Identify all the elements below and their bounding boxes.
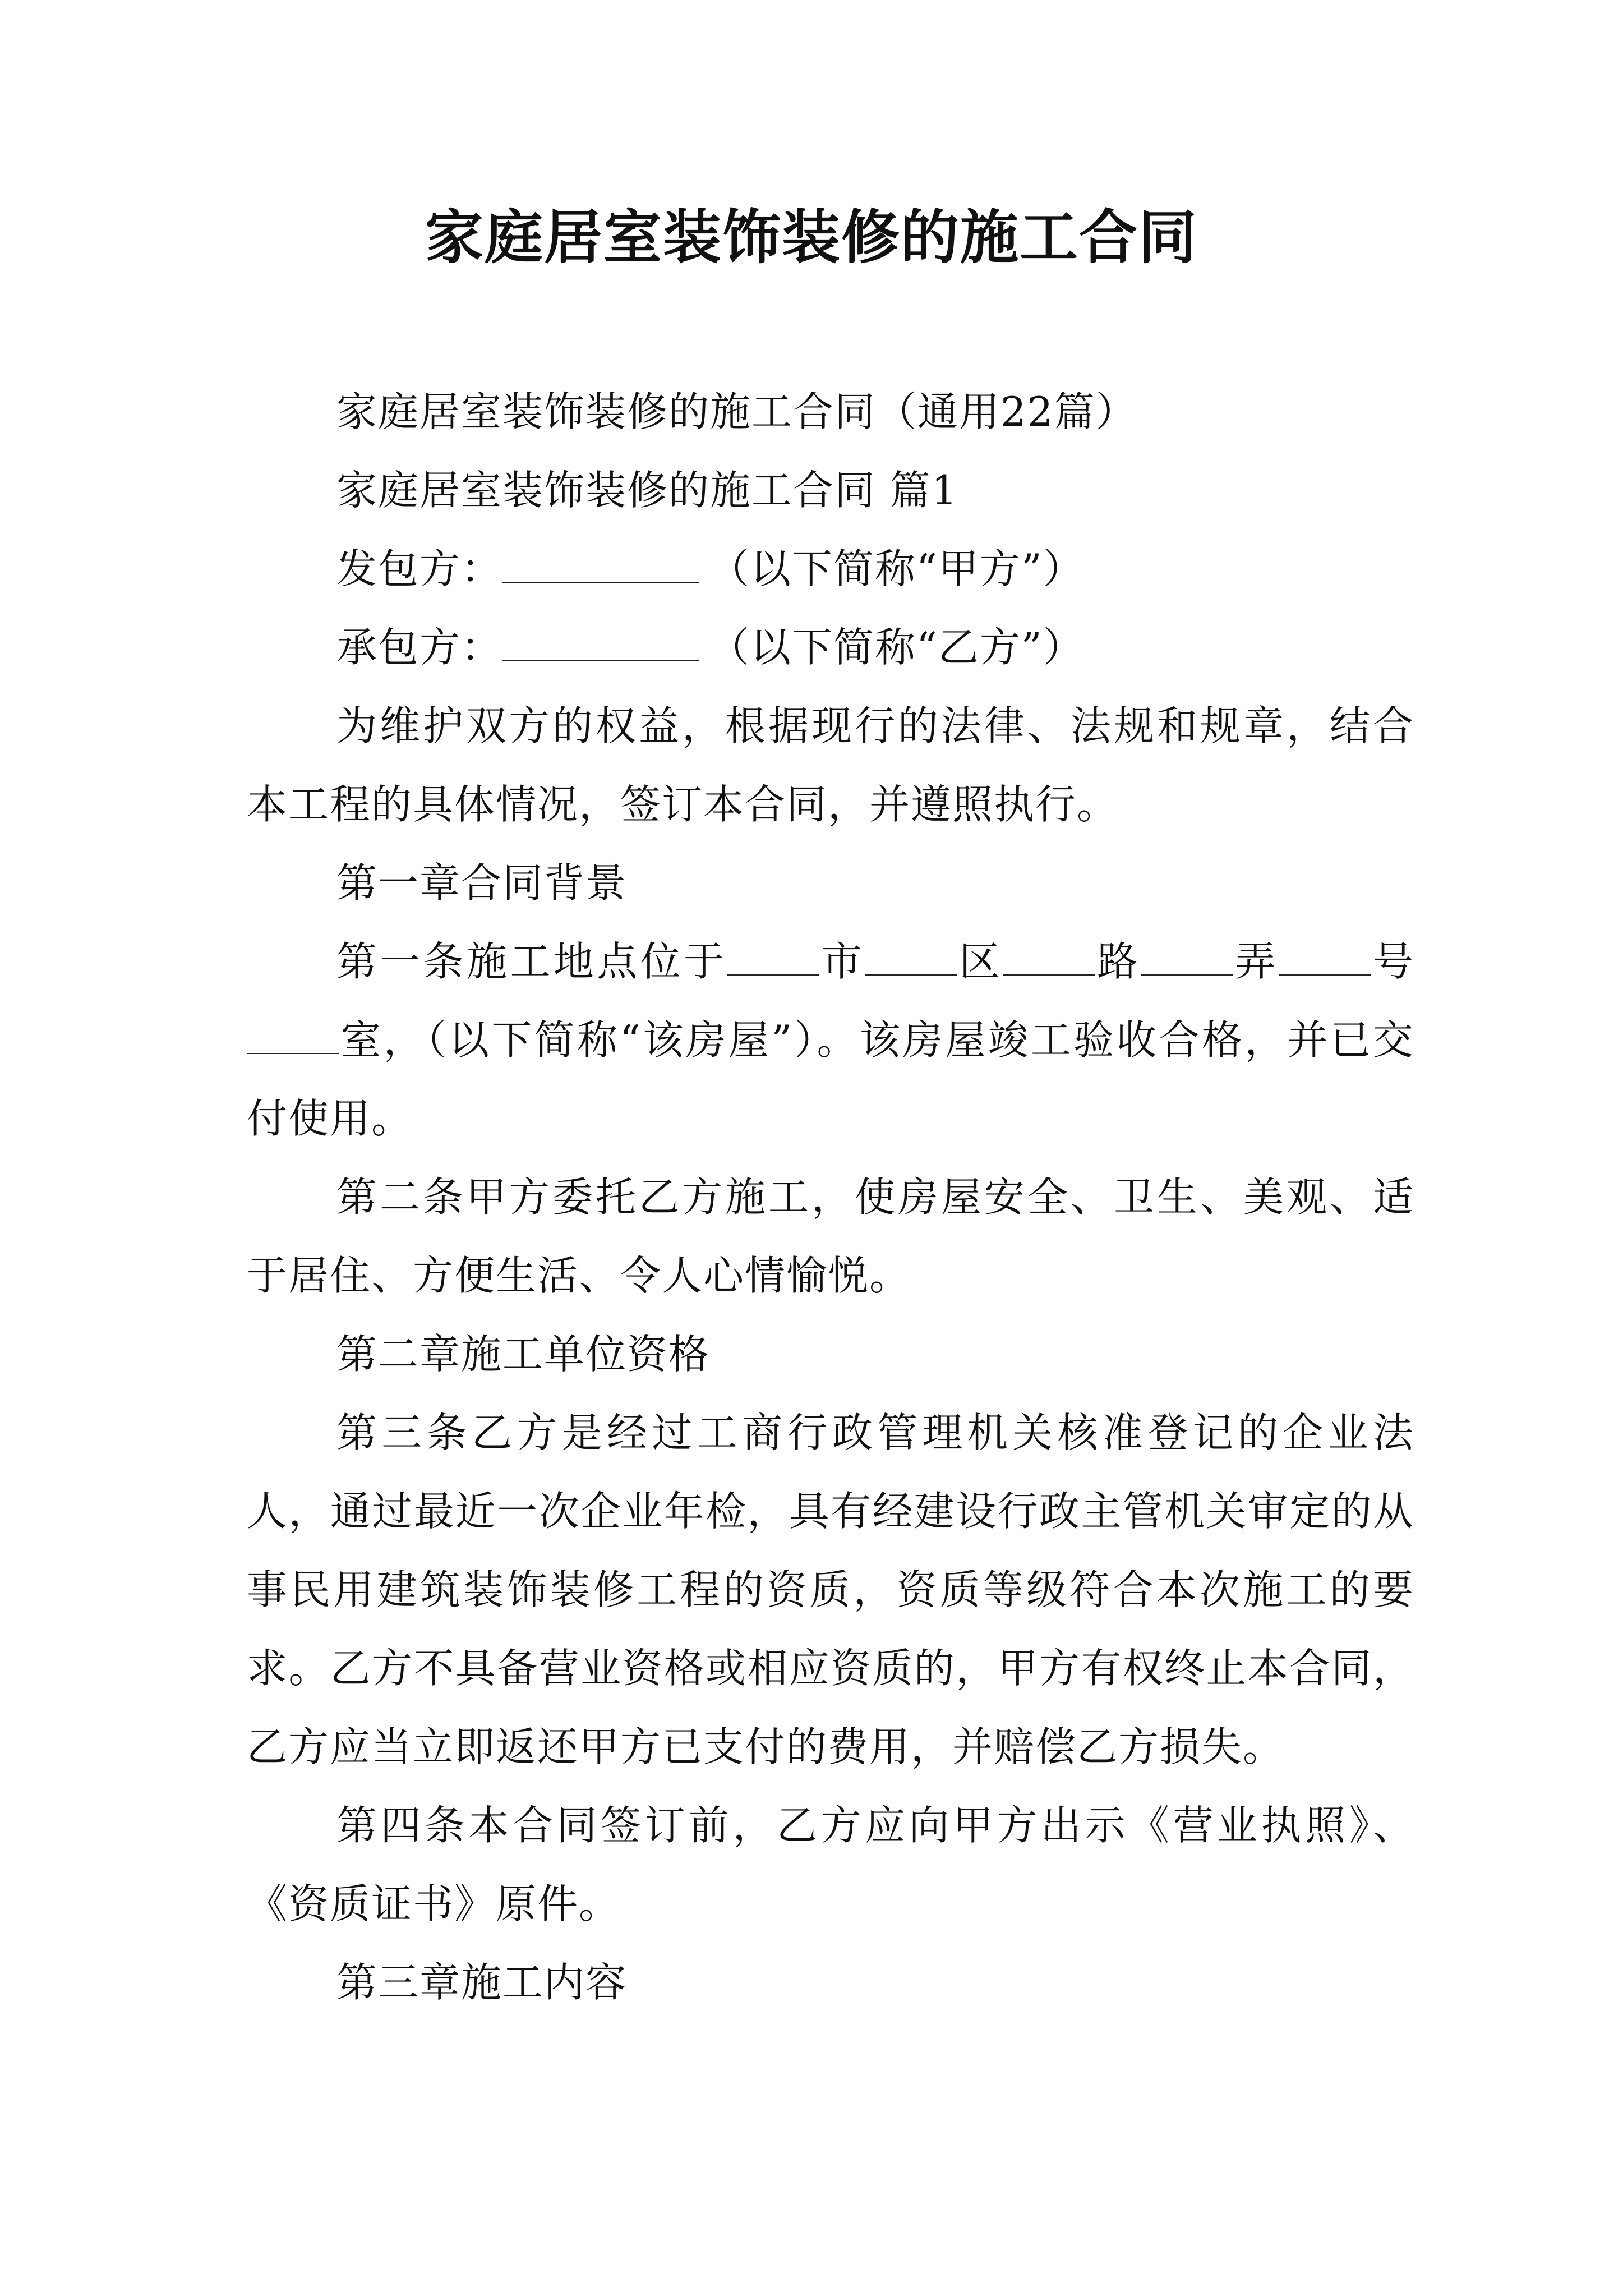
district-blank	[865, 938, 957, 976]
document-title: 家庭居室装饰装修的施工合同	[425, 203, 1198, 272]
party-a-label: 发包方：	[336, 545, 503, 592]
article-1-lead: 第一条施工地点位于	[336, 938, 727, 985]
article-3-paragraph: 第三条乙方是经过工商行政管理机关核准登记的企业法人，通过最近一次企业年检，具有经建设行政主管机关审定的从事民用建筑装饰装修工程的资质，资质等级符合本次施工的要求。乙方不具备营业资格或相应资质的，甲方有权终止本合同，乙方应当立即返还甲方已支付的费用，并赔偿乙方损失。	[247, 1409, 1414, 1770]
number-blank	[1279, 938, 1371, 976]
lane-label: 弄	[1233, 938, 1279, 985]
number-label: 号	[1371, 938, 1414, 985]
article-2-paragraph: 第二条甲方委托乙方施工，使房屋安全、卫生、美观、适于居住、方便生活、令人心情愉悦。	[247, 1174, 1414, 1299]
party-a-line	[247, 530, 1414, 608]
party-b-blank	[502, 624, 699, 661]
chapter-1-heading: 第一章合同背景	[336, 859, 628, 907]
city-label: 市	[819, 938, 865, 985]
party-a-suffix: （以下简称“甲方”）	[709, 545, 1085, 592]
chapter-3-heading: 第三章施工内容	[336, 1959, 628, 2006]
lane-blank	[1141, 938, 1233, 976]
document-subtitle: 家庭居室装饰装修的施工合同（通用22篇）	[336, 388, 1137, 435]
section-heading: 家庭居室装饰装修的施工合同 篇1	[336, 467, 958, 514]
chapter-2-heading: 第二章施工单位资格	[336, 1331, 711, 1378]
party-b-suffix: （以下简称“乙方”）	[709, 624, 1085, 671]
article-1-paragraph	[247, 922, 1414, 1158]
party-b-label: 承包方：	[336, 624, 503, 671]
preamble-paragraph: 为维护双方的权益，根据现行的法律、法规和规章，结合本工程的具体情况，签订本合同，并遵照执行。	[247, 702, 1414, 828]
district-label: 区	[957, 938, 1003, 985]
document-body	[247, 372, 1414, 2022]
article-1-rest: 室，（以下简称“该房屋”）。该房屋竣工验收合格，并已交付使用。	[247, 1016, 1414, 1142]
party-b-line	[247, 608, 1414, 687]
road-label: 路	[1095, 938, 1141, 985]
article-4-paragraph: 第四条本合同签订前，乙方应向甲方出示《营业执照》、《资质证书》原件。	[247, 1802, 1414, 1927]
road-blank	[1003, 938, 1095, 976]
city-blank	[727, 938, 819, 976]
party-a-blank	[502, 546, 699, 583]
room-blank	[247, 1017, 339, 1054]
